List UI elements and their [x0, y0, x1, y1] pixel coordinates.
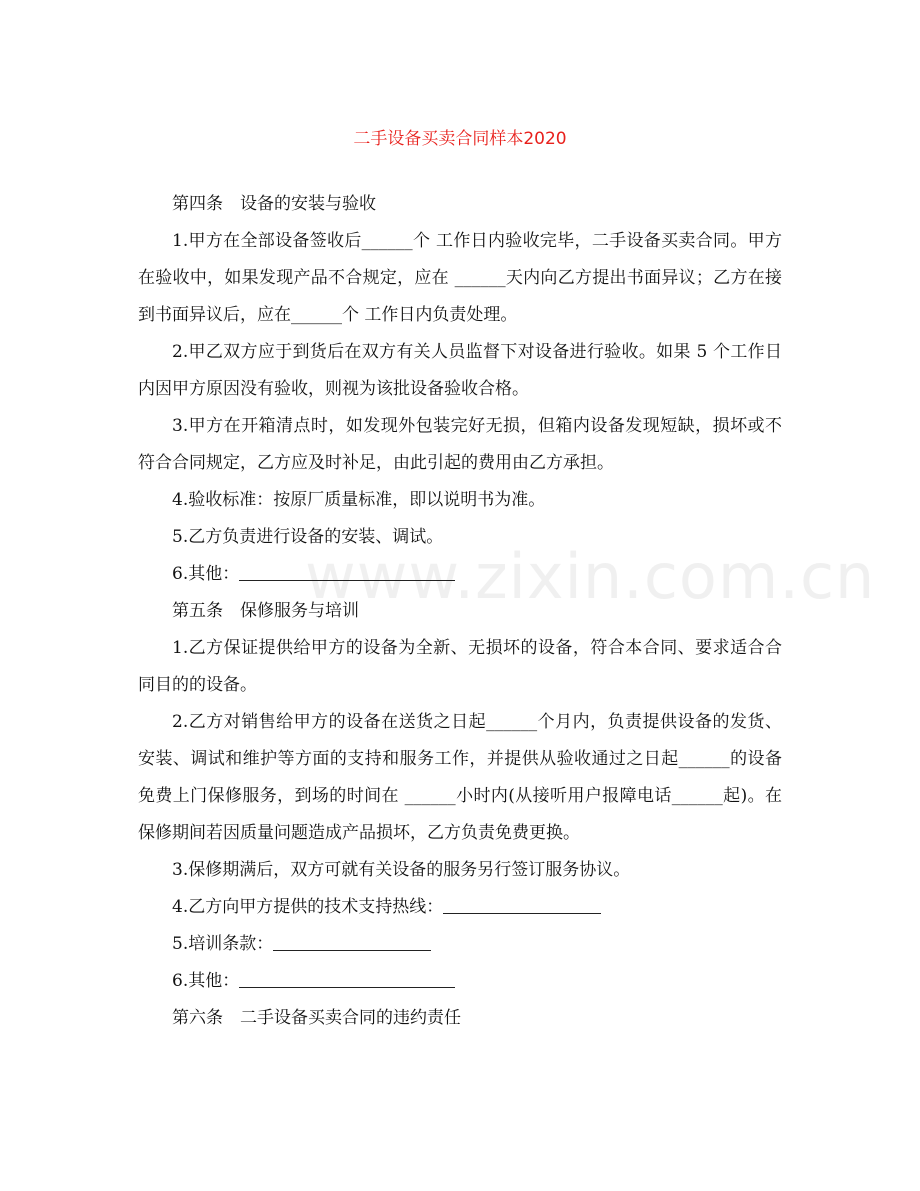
clause-4-6: 6.其他： — [172, 564, 240, 584]
fill-in-blank — [273, 932, 431, 951]
clause-4-6-line — [138, 556, 782, 593]
clause-5-6: 6.其他： — [172, 971, 240, 991]
section-heading-6: 第六条 二手设备买卖合同的违约责任 — [172, 1008, 461, 1028]
clause-4-4: 4.验收标准：按原厂质量标准，即以说明书为准。 — [172, 490, 546, 510]
section-heading-4: 第四条 设备的安装与验收 — [172, 194, 376, 214]
clause-4-5: 5.乙方负责进行设备的安装、调试。 — [172, 527, 444, 547]
clause-5-3: 3.保修期满后，双方可就有关设备的服务另行签订服务协议。 — [172, 860, 631, 880]
clause-5-5: 5.培训条款： — [172, 934, 274, 954]
fill-in-blank — [239, 969, 455, 988]
clause-4-3: 3.甲方在开箱清点时，如发现外包装完好无损，但箱内设备发现短缺，损坏或不符合合同规定，乙方应及时补足，由此引起的费用由乙方承担。 — [138, 416, 782, 473]
fill-in-blank — [443, 895, 601, 914]
document-body — [138, 186, 782, 1037]
clause-5-2: 2.乙方对销售给甲方的设备在送货之日起______个月内，负责提供设备的发货、安装、调试和维护等方面的支持和服务工作，并提供从验收通过之日起______的设备免费上门保修服务，到场的时间在 ______小时内(从接听用户报障电话______起)。在保修期间若因质量问题造成产品损坏，乙方负责免费更换。 — [138, 712, 782, 843]
clause-4-1: 1.甲方在全部设备签收后______个 工作日内验收完毕，二手设备买卖合同。甲方在验收中，如果发现产品不合规定，应在 ______天内向乙方提出书面异议；乙方在接到书面异议后，应在______个 工作日内负责处理。 — [138, 231, 782, 325]
clause-5-4-line — [138, 889, 782, 926]
clause-5-5-line — [138, 926, 782, 963]
watermark: www.zixin.com.cn — [305, 540, 876, 613]
clause-4-2: 2.甲乙双方应于到货后在双方有关人员监督下对设备进行验收。如果 5 个工作日内因甲方原因没有验收，则视为该批设备验收合格。 — [138, 342, 782, 399]
section-heading-5: 第五条 保修服务与培训 — [172, 601, 359, 621]
clause-5-4: 4.乙方向甲方提供的技术支持热线： — [172, 897, 444, 917]
clause-5-1: 1.乙方保证提供给甲方的设备为全新、无损坏的设备，符合本合同、要求适合合同目的的设备。 — [138, 638, 782, 695]
clause-5-6-line — [138, 963, 782, 1000]
fill-in-blank — [239, 562, 455, 581]
document-title: 二手设备买卖合同样本2020 — [353, 129, 567, 149]
